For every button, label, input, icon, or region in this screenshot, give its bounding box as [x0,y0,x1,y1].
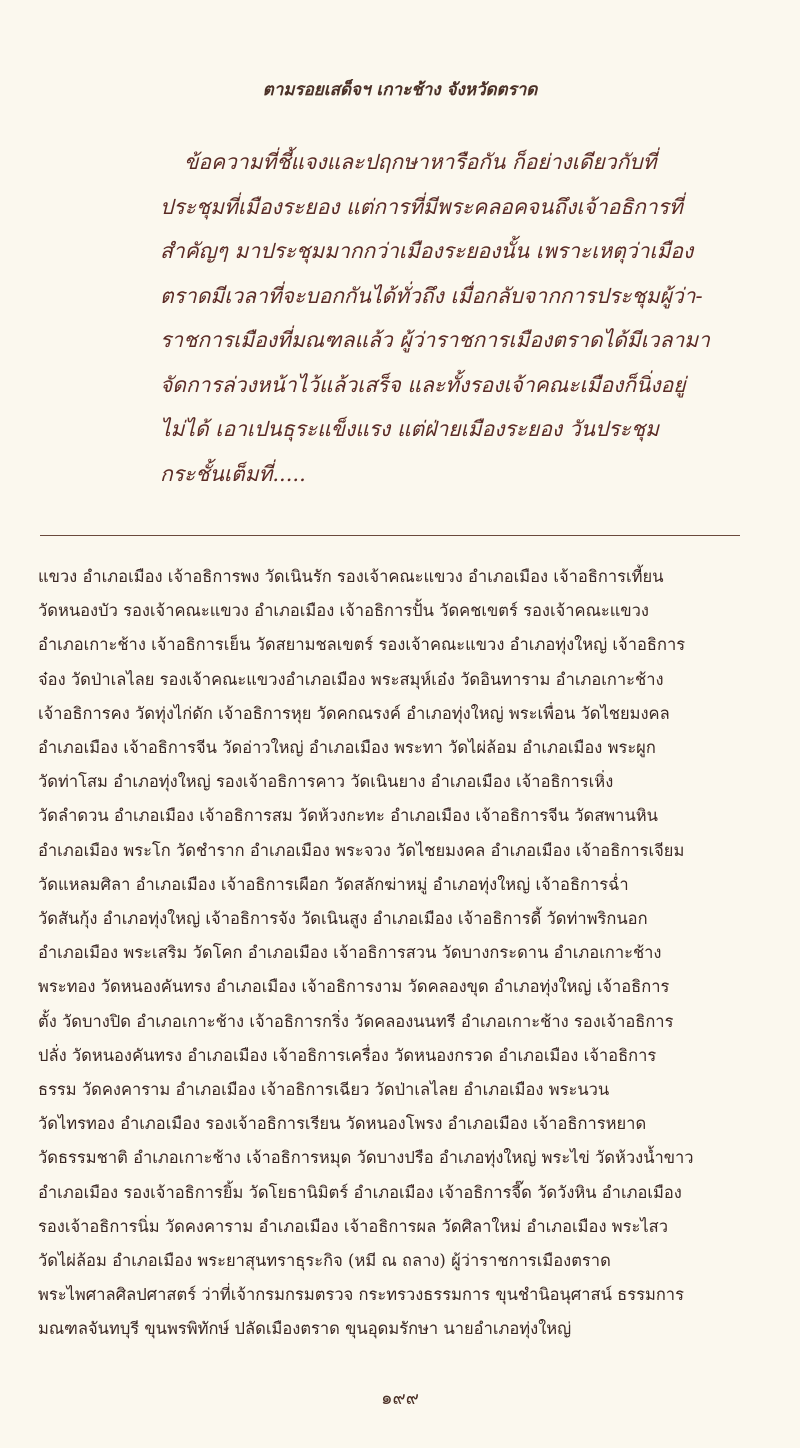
body-line: อำเภอเมือง รองเจ้าอธิการยิ้ม วัดโยธานิมิตร์ อำเภอเมือง เจ้าอธิการจี๊ด วัดวังหิน อำเภอเมือง [38,1182,682,1202]
body-line: วัดไทรทอง อำเภอเมือง รองเจ้าอธิการเรียน วัดหนองโพรง อำเภอเมือง เจ้าอธิการหยาด [38,1114,647,1134]
quote-line: ประชุมที่เมืองระยอง แต่การที่มีพระคลอคจนถึงเจ้าอธิการที่ [160,194,683,219]
body-line: จ๋อง วัดป่าเลไลย รองเจ้าคณะแขวงอำเภอเมือง พระสมุห์เอ๋ง วัดอินทาราม อำเภอเกาะช้าง [38,669,664,689]
body-line: อำเภอเมือง พระโก วัดชำราก อำเภอเมือง พระจวง วัดไชยมงคล อำเภอเมือง เจ้าอธิการเจียม [38,840,685,860]
body-line: วัดลำดวน อำเภอเมือง เจ้าอธิการสม วัดห้วงกะทะ อำเภอเมือง เจ้าอธิการจีน วัดสพานหิน [38,806,658,826]
body-line: อำเภอเมือง พระเสริม วัดโคก อำเภอเมือง เจ้าอธิการสวน วัดบางกระดาน อำเภอเกาะช้าง [38,943,662,963]
quote-line: ราชการเมืองที่มณฑลแล้ว ผู้ว่าราชการเมืองตราดได้มีเวลามา [160,328,710,352]
body-line: วัดหนองบัว รองเจ้าคณะแขวง อำเภอเมือง เจ้าอธิการปั้น วัดคชเขตร์ รองเจ้าคณะแขวง [38,601,649,621]
body-line: รองเจ้าอธิการนิ่ม วัดคงคาราม อำเภอเมือง เจ้าอธิการผล วัดศิลาใหม่ อำเภอเมือง พระไสว [38,1216,668,1236]
body-line: แขวง อำเภอเมือง เจ้าอธิการพง วัดเนินรัก รองเจ้าคณะแขวง อำเภอเมือง เจ้าอธิการเที้ยน [38,567,664,586]
section-divider [40,535,740,536]
body-paragraph [38,560,768,1347]
body-line: วัดท่าโสม อำเภอทุ่งใหญ่ รองเจ้าอธิการคาว วัดเนินยาง อำเภอเมือง เจ้าอธิการเหิ่ง [38,772,614,792]
running-header: ตามรอยเสด็จฯ เกาะช้าง จังหวัดตราด [262,80,538,100]
body-line: เจ้าอธิการคง วัดทุ่งไก่ดัก เจ้าอธิการหุย วัดคกณรงค์ อำเภอทุ่งใหญ่ พระเพื่อน วัดไชยมงคล [38,703,670,723]
quote-line: ตราดมีเวลาที่จะบอกกันได้ทั่วถึง เมื่อกลับจากการประชุมผู้ว่า- [160,283,703,308]
quote-line: ไม่ได้ เอาเปนธุระแข็งแรง แต่ฝ่ายเมืองระยอง วันประชุม [160,417,659,441]
body-line: อำเภอเกาะช้าง เจ้าอธิการเย็น วัดสยามชลเขตร์ รองเจ้าคณะแขวง อำเภอทุ่งใหญ่ เจ้าอธิการ [38,635,686,655]
body-line: มณฑลจันทบุรี ขุนพรพิทักษ์ ปลัดเมืองตราด ขุนอุดมรักษา นายอำเภอทุ่งใหญ่ [38,1319,572,1339]
body-line: พระไพศาลศิลปศาสตร์ ว่าที่เจ้ากรมกรมตรวจ กระทรวงธรรมการ ขุนชำนิอนุศาสน์ ธรรมการ [38,1285,684,1305]
body-line: ตั้ง วัดบางปิด อำเภอเกาะช้าง เจ้าอธิการกริ่ง วัดคลองนนทรี อำเภอเกาะช้าง รองเจ้าอธิการ [38,1011,674,1031]
body-line: วัดไผ่ล้อม อำเภอเมือง พระยาสุนทราธุระกิจ (หมี ณ ถลาง) ผู้ว่าราชการเมืองตราด [38,1251,611,1271]
body-line: วัดธรรมชาติ อำเภอเกาะช้าง เจ้าอธิการหมุด วัดบางปรือ อำเภอทุ่งใหญ่ พระไข่ วัดห้วงน้ำขาว [38,1148,694,1168]
body-line: วัดสันกุ้ง อำเภอทุ่งใหญ่ เจ้าอธิการจัง วัดเนินสูง อำเภอเมือง เจ้าอธิการดี้ วัดท่าพริกนอก [38,909,648,929]
quote-line: ข้อความที่ชี้แจงและปฤกษาหารือกัน ก็อย่างเดียวกับที่ [184,150,657,174]
quote-line: สำคัญๆ มาประชุมมากกว่าเมืองระยองนั้น เพราะเหตุว่าเมือง [160,239,694,263]
page-number: ๑๙๙ [381,1388,419,1409]
body-line: วัดแหลมศิลา อำเภอเมือง เจ้าอธิการเผือก วัดสลักฆ่าหมู่ อำเภอทุ่งใหญ่ เจ้าอธิการฉ่ำ [38,874,629,894]
body-line: ปลั่ง วัดหนองคันทรง อำเภอเมือง เจ้าอธิการเครื่อง วัดหนองกรวด อำเภอเมือง เจ้าอธิการ [38,1045,657,1065]
body-line: พระทอง วัดหนองคันทรง อำเภอเมือง เจ้าอธิการงาม วัดคลองขุด อำเภอทุ่งใหญ่ เจ้าอธิการ [38,977,670,997]
body-line: อำเภอเมือง เจ้าอธิการจีน วัดอ่าวใหญ่ อำเภอเมือง พระทา วัดไผ่ล้อม อำเภอเมือง พระผูก [38,738,656,758]
body-line: ธรรม วัดคงคาราม อำเภอเมือง เจ้าอธิการเฉียว วัดป่าเลไลย อำเภอเมือง พระนวน [38,1080,610,1100]
quoted-passage [160,140,750,496]
quote-line: กระชั้นเต็มที่..... [160,461,306,486]
quote-line: จัดการล่วงหน้าไว้แล้วเสร็จ และทั้งรองเจ้าคณะเมืองก็นิ่งอยู่ [160,372,686,397]
